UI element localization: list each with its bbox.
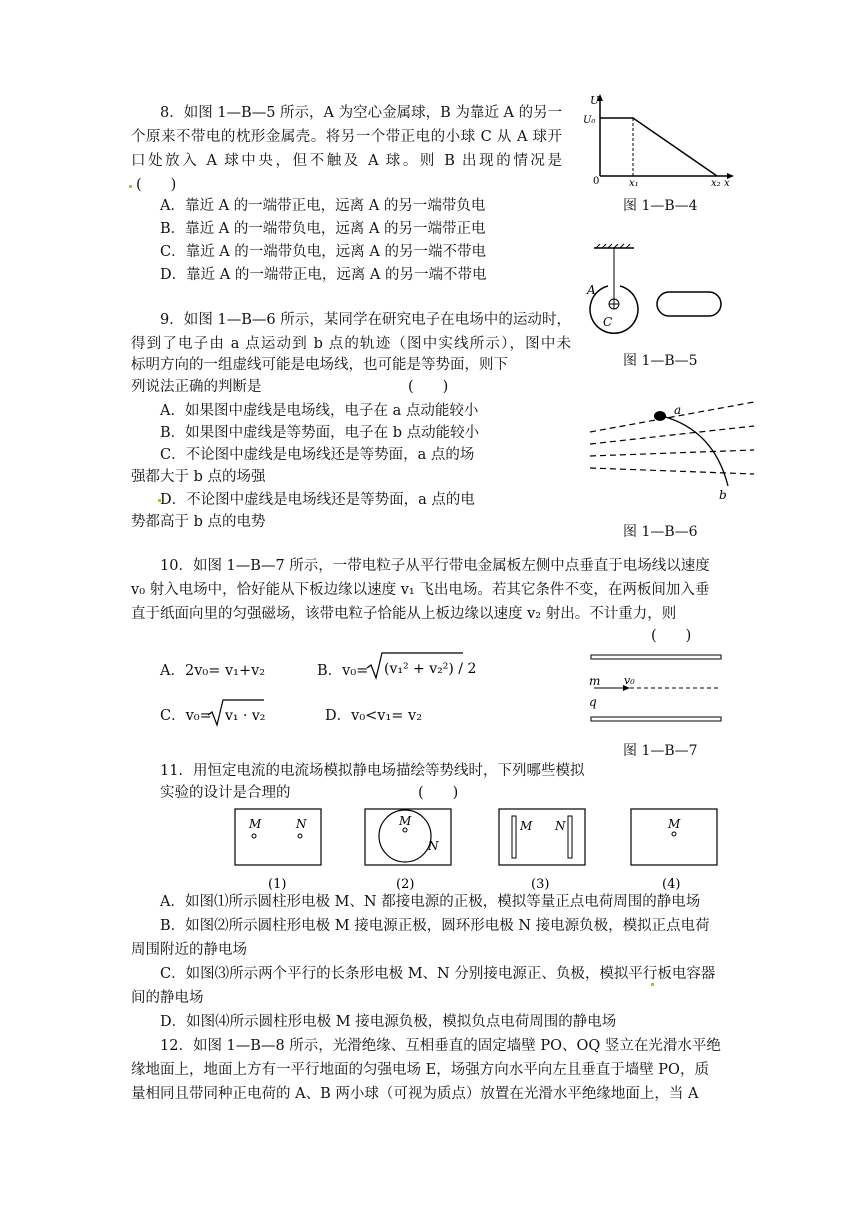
q10-answer-paren: ( )	[651, 628, 692, 644]
q9-line-1: 9．如图 1—B—6 所示，某同学在研究电子在电场中的运动时，	[160, 312, 571, 328]
fig4-x1-label: x₁	[629, 178, 639, 189]
fig4-origin-label: 0	[593, 176, 600, 187]
figure-1b4-graph	[580, 92, 740, 188]
figure-1b5-diagram	[586, 244, 736, 334]
q12-line-2: 缘地面上，地面上方有一平行地面的匀强电场 E，场强方向水平向左且垂直于墙壁 PO，质	[131, 1062, 709, 1078]
q8-option-b: B．靠近 A 的一端带负电，远离 A 的另一端带正电	[160, 221, 486, 237]
figure-1b5-caption: 图 1—B—5	[623, 353, 698, 369]
q10-option-d: D．v₀<v₁= v₂	[325, 708, 423, 724]
q10-option-c-radical	[206, 697, 266, 729]
q10-option-b-expr: (v₁² + v₂²) / 2	[384, 661, 477, 677]
q10-line-2: v₀ 射入电场中，恰好能从下板边缘以速度 v₁ 飞出电场。若其它条件不变，在两板间加入垂	[131, 582, 710, 598]
q9-option-d: D．不论图中虚线是电场线还是等势面，a 点的电	[160, 492, 475, 508]
q11-panel-2	[364, 808, 454, 896]
q9-line-3: 标明方向的一组虚线可能是电场线，也可能是等势面，则下	[131, 357, 508, 373]
panel4-label-m: M	[668, 817, 681, 831]
q10-line-3: 直于纸面向里的匀强磁场，该带电粒子恰能从上板边缘以速度 v₂ 射出。不计重力，则	[131, 606, 677, 622]
panel3-caption: (3)	[531, 877, 550, 892]
figure-1b6-diagram	[588, 400, 756, 500]
q8-line-1: 8．如图 1—B—5 所示，A 为空心金属球，B 为靠近 A 的另一	[160, 105, 563, 121]
q10-option-c-prefix: C．v₀=	[160, 708, 212, 724]
q9-option-c: C．不论图中虚线是电场线还是等势面，a 点的场	[160, 447, 475, 463]
q11-panel-4	[630, 808, 720, 896]
q8-answer-paren: ( )	[136, 177, 177, 193]
fig6-label-a: a	[674, 403, 682, 417]
q10-option-c-expr: v₁ · v₂	[225, 708, 266, 724]
fig5-label-a: A	[587, 283, 596, 297]
q9-option-b: B．如果图中虚线是等势面，电子在 b 点动能较小	[160, 425, 480, 441]
q10-line-1: 10．如图 1—B—7 所示，一带电粒子从平行带电金属板左侧中点垂直于电场线以速度	[160, 558, 710, 574]
fig7-label-q: q	[589, 695, 597, 709]
fig4-x2-label: x₂	[711, 178, 721, 189]
figure-1b7-diagram	[588, 650, 728, 728]
panel2-caption: (2)	[396, 877, 415, 892]
q9-option-c-cont: 强都大于 b 点的场强	[131, 469, 266, 485]
fig4-y-label: U	[590, 94, 600, 107]
q11-option-a: A．如图⑴所示圆柱形电极 M、N 都接电源的正极，模拟等量正点电荷周围的静电场	[160, 894, 701, 910]
q9-option-d-cont: 势都高于 b 点的电势	[131, 514, 266, 530]
q11-option-b: B．如图⑵所示圆柱形电极 M 接电源正极，圆环形电极 N 接电源负极，模拟正点电荷	[160, 918, 710, 934]
fig4-x-label: x	[724, 178, 730, 189]
q11-panel-1	[234, 808, 324, 896]
q11-option-d: D．如图⑷所示圆柱形电极 M 接电源负极，模拟负点电荷周围的静电场	[160, 1014, 617, 1030]
panel2-label-n: N	[428, 839, 439, 853]
q8-option-d: D．靠近 A 的一端带正电，远离 A 的另一端不带电	[160, 267, 487, 283]
panel2-label-m: M	[399, 814, 412, 828]
q11-line-1: 11．用恒定电流的电流场模拟静电场描绘等势线时，下列哪些模拟	[160, 763, 585, 779]
panel4-caption: (4)	[662, 877, 681, 892]
fig7-label-m: m	[589, 674, 601, 688]
q10-option-b-radical	[365, 650, 477, 682]
q9-answer-paren: ( )	[408, 379, 449, 395]
green-dot-mark	[129, 185, 132, 188]
q11-option-c: C．如图⑶所示两个平行的长条形电极 M、N 分别接电源正、负极，模拟平行板电容器	[160, 966, 716, 982]
panel3-label-m: M	[520, 819, 533, 833]
figure-1b7-caption: 图 1—B—7	[623, 743, 698, 759]
q9-line-4: 列说法正确的判断是	[131, 379, 262, 395]
panel1-label-n: N	[296, 817, 307, 831]
figure-1b4-caption: 图 1—B—4	[623, 198, 698, 214]
q11-option-c-cont: 间的静电场	[131, 990, 204, 1006]
panel3-label-n: N	[555, 819, 566, 833]
q10-option-b-prefix: B．v₀=	[317, 663, 369, 679]
q10-option-a: A．2v₀= v₁+v₂	[160, 663, 266, 679]
green-dot-mark	[651, 983, 654, 986]
fig5-label-c: C	[603, 315, 613, 329]
q8-option-a: A．靠近 A 的一端带正电，远离 A 的另一端带负电	[160, 198, 486, 214]
q11-line-2: 实验的设计是合理的	[160, 785, 291, 801]
q8-line-2: 个原来不带电的枕形金属壳。将另一个带正电的小球 C 从 A 球开	[131, 129, 562, 145]
fig7-label-v0: v₀	[624, 674, 635, 687]
q8-option-c: C．靠近 A 的一端带负电，远离 A 的另一端不带电	[160, 244, 486, 260]
q11-option-b-cont: 周围附近的静电场	[131, 942, 247, 958]
q12-line-1: 12．如图 1—B—8 所示，光滑绝缘、互相垂直的固定墙壁 PO、OQ 竖立在光滑水平绝	[160, 1038, 721, 1054]
fig4-u0-label: U₀	[583, 115, 596, 126]
q9-line-2: 得到了电子由 a 点运动到 b 点的轨迹（图中实线所示），图中未	[131, 336, 571, 352]
q8-line-3: 口处放入 A 球中央，但不触及 A 球。则 B 出现的情况是	[131, 153, 562, 169]
q11-panel-3	[498, 808, 588, 896]
panel1-label-m: M	[249, 817, 262, 831]
figure-1b6-caption: 图 1—B—6	[623, 524, 698, 540]
q11-answer-paren: ( )	[418, 785, 459, 801]
q12-line-3: 量相同且带同种正电荷的 A、B 两小球（可视为质点）放置在光滑水平绝缘地面上，当 A	[131, 1086, 699, 1102]
q9-option-a: A．如果图中虚线是电场线，电子在 a 点动能较小	[160, 403, 479, 419]
fig6-label-b: b	[719, 488, 727, 502]
panel1-caption: (1)	[268, 877, 287, 892]
